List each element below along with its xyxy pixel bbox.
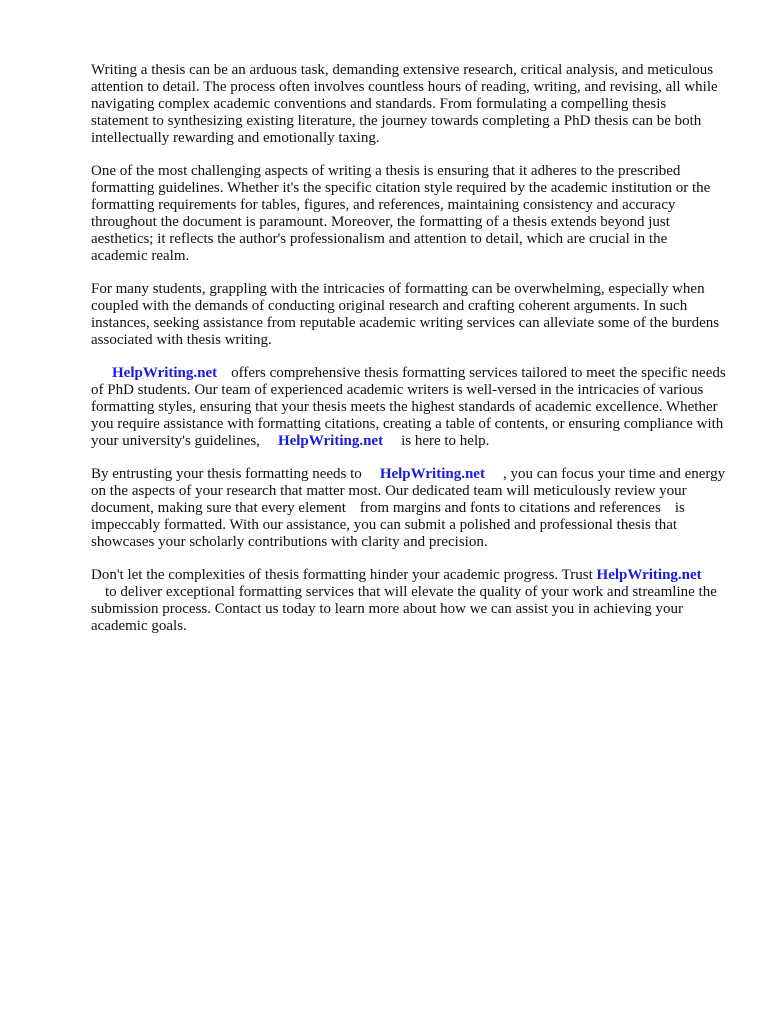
document-body (91, 62, 727, 651)
paragraph-services-end: is here to help. (401, 433, 490, 449)
helpwriting-link-2[interactable]: HelpWriting.net (277, 433, 384, 449)
paragraph-call-to-action (91, 567, 727, 635)
paragraph-cta-start: Don't let the complexities of thesis formatting hinder your academic progress. Trust (91, 567, 593, 583)
paragraph-entrusting-mid1: , you can focus your time and energy on the aspects of your research that matter most. Our dedicated team will meticulously review your document, making sure that every element (91, 466, 726, 516)
paragraph-intro: Writing a thesis can be an arduous task, demanding extensive research, critical analysis, and meticulous attention to detail. The process often involves countless hours of reading, writing, and revising, all while navigating complex academic conventions and standards. From formulating a compelling thesis statement to synthesizing existing literature, the journey towards completing a PhD thesis can be both intellectually rewarding and emotionally taxing. (91, 62, 718, 146)
paragraph-entrusting-start: By entrusting your thesis formatting needs to (91, 466, 362, 482)
paragraph-services-text: offers comprehensive thesis formatting services tailored to meet the specific needs of PhD students. Our team of experienced academic writers is well-versed in the intricacies of various formatting styles, ensuring that your thesis meets the highest standards of academic excellence. Whether you require assistance with formatting citations, creating a table of contents, or ensuring compliance with your university's guidelines, (91, 365, 726, 449)
paragraph-students-assistance: For many students, grappling with the intricacies of formatting can be overwhelming, especially when coupled with the demands of conducting original research and crafting coherent arguments. In such instances, seeking assistance from reputable academic writing services can alleviate some of the burdens associated with thesis writing. (91, 281, 720, 348)
helpwriting-link-4[interactable]: HelpWriting.net (596, 567, 702, 583)
paragraph-entrusting (91, 466, 727, 551)
paragraph-entrusting-mid3: is impeccably formatted. With our assistance, you can submit a polished and professional thesis that showcases your scholarly contributions with clarity and precision. (91, 500, 685, 550)
paragraph-services-offer (91, 365, 727, 450)
paragraph-entrusting-mid2: from margins and fonts to citations and references (359, 500, 661, 516)
helpwriting-link-1[interactable]: HelpWriting.net (112, 365, 218, 381)
helpwriting-link-3[interactable]: HelpWriting.net (379, 466, 485, 482)
paragraph-formatting-challenges: One of the most challenging aspects of writing a thesis is ensuring that it adheres to the prescribed formatting guidelines. Whether it's the specific citation style required by the academic institution or the formatting requirements for tables, figures, and references, maintaining consistency and accuracy throughout the document is paramount. Moreover, the formatting of a thesis extends beyond just aesthetics; it reflects the author's professionalism and attention to detail, which are crucial in the academic realm. (91, 163, 711, 264)
paragraph-cta-text: to deliver exceptional formatting services that will elevate the quality of your work and streamline the submission process. Contact us today to learn more about how we can assist you in achieving your academic goals. (91, 584, 717, 634)
